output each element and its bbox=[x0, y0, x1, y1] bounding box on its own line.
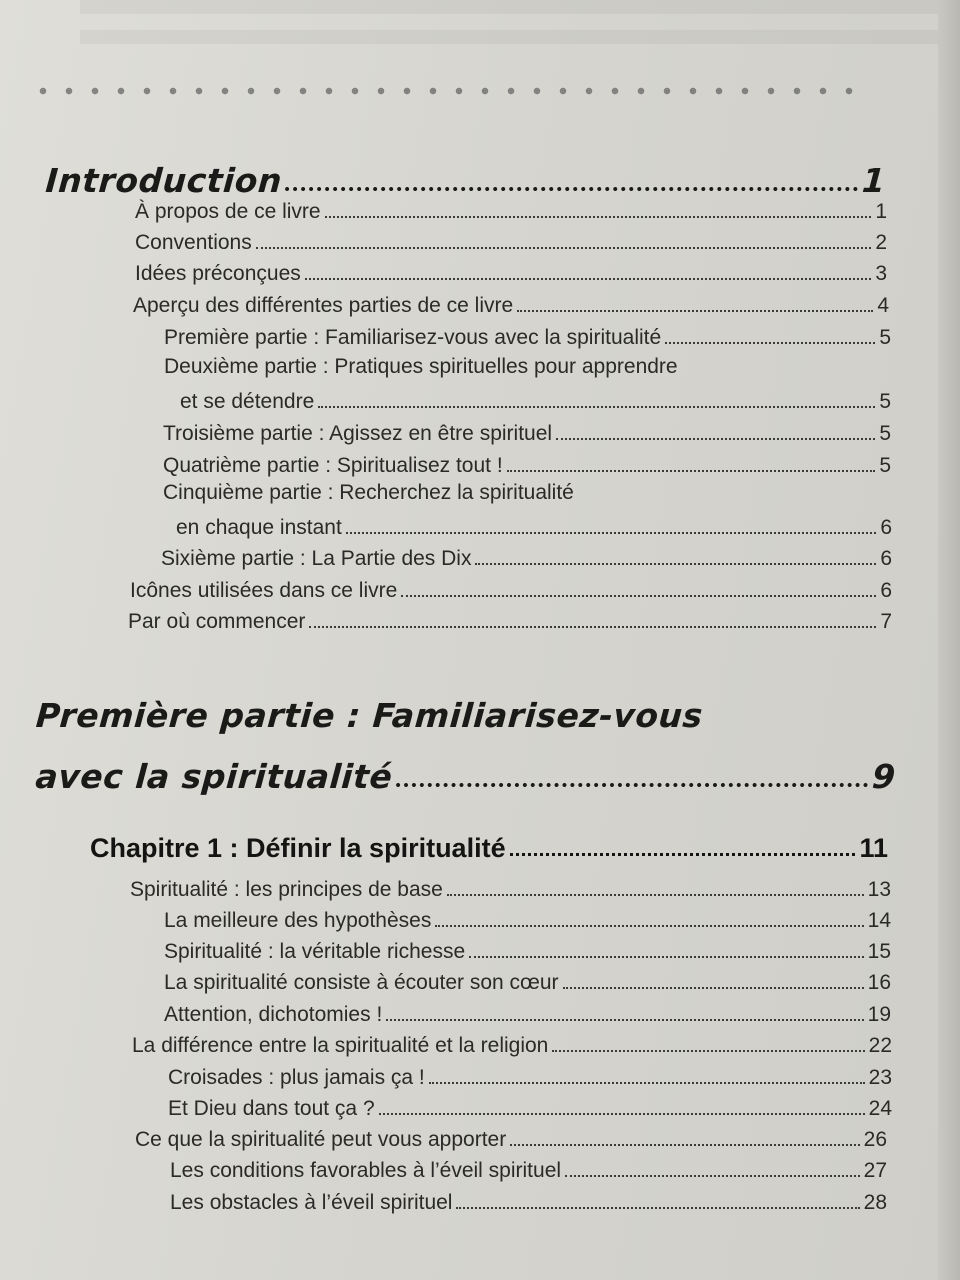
toc-entry-label: Spiritualité : la véritable richesse bbox=[164, 940, 466, 963]
dot-leader bbox=[305, 278, 872, 280]
toc-page-number: 5 bbox=[879, 454, 891, 477]
toc-part1-title-line1[interactable]: Première partie : Familiarisez-vous bbox=[34, 696, 705, 735]
toc-entry-label: Troisième partie : Agissez en être spirituel bbox=[163, 422, 553, 445]
toc-entry[interactable] bbox=[164, 905, 891, 933]
dot-leader bbox=[475, 563, 876, 565]
toc-entry-label: Première partie : Familiarisez-vous avec la spiritualité bbox=[164, 326, 662, 349]
dot-leader bbox=[665, 342, 875, 344]
toc-page-number: 26 bbox=[863, 1128, 887, 1151]
toc-page-number: 6 bbox=[880, 579, 892, 602]
dot-leader bbox=[469, 956, 864, 958]
dot-leader bbox=[401, 595, 876, 597]
toc-entry[interactable] bbox=[135, 227, 887, 255]
toc-entry[interactable] bbox=[135, 258, 887, 286]
toc-page-number: 7 bbox=[880, 610, 892, 633]
toc-page-number: 1 bbox=[860, 161, 888, 200]
toc-entry[interactable] bbox=[163, 450, 891, 478]
toc-entry-label: Sixième partie : La Partie des Dix bbox=[161, 547, 472, 570]
dot-leader bbox=[285, 187, 857, 191]
toc-entry-label: Les obstacles à l’éveil spirituel bbox=[170, 1191, 453, 1214]
toc-page-number: 22 bbox=[868, 1034, 892, 1057]
toc-part-title-line2: avec la spiritualité bbox=[34, 757, 394, 796]
toc-entry[interactable] bbox=[135, 196, 887, 224]
dot-leader bbox=[510, 853, 856, 856]
dot-leader bbox=[346, 532, 877, 534]
dot-leader bbox=[318, 406, 875, 408]
toc-entry[interactable] bbox=[176, 512, 892, 540]
dot-leader bbox=[517, 310, 873, 312]
toc-page-number: 14 bbox=[867, 909, 891, 932]
dot-leader bbox=[507, 470, 876, 472]
toc-entry-label[interactable]: Cinquième partie : Recherchez la spiritualité bbox=[163, 481, 574, 504]
dot-leader bbox=[447, 894, 864, 896]
toc-entry-label: Par où commencer bbox=[128, 610, 306, 633]
toc-entry-label: Croisades : plus jamais ça ! bbox=[168, 1066, 425, 1089]
toc-entry[interactable] bbox=[163, 418, 891, 446]
toc-entry-label: Ce que la spiritualité peut vous apporter bbox=[135, 1128, 507, 1151]
toc-page-number: 16 bbox=[867, 971, 891, 994]
dot-leader bbox=[386, 1019, 863, 1021]
toc-page-number: 6 bbox=[880, 547, 892, 570]
toc-entry[interactable] bbox=[130, 575, 892, 603]
toc-page-number: 19 bbox=[867, 1003, 891, 1026]
toc-entry-label: Spiritualité : les principes de base bbox=[130, 878, 443, 901]
toc-page-number: 13 bbox=[867, 878, 891, 901]
dot-leader bbox=[565, 1175, 860, 1177]
toc-page-number: 6 bbox=[880, 516, 892, 539]
toc-entry-label: Idées préconçues bbox=[135, 262, 301, 285]
toc-entry-label: Attention, dichotomies ! bbox=[164, 1003, 383, 1026]
toc-chapter-title: Chapitre 1 : Définir la spiritualité bbox=[90, 833, 506, 863]
toc-entry[interactable] bbox=[170, 1187, 887, 1215]
toc-page-number: 4 bbox=[877, 294, 889, 317]
dot-leader bbox=[456, 1207, 859, 1209]
toc-entry[interactable] bbox=[161, 543, 892, 571]
toc-page-number: 5 bbox=[879, 326, 891, 349]
toc-entry-label: Aperçu des différentes parties de ce livre bbox=[133, 294, 514, 317]
toc-entry-label: La différence entre la spiritualité et la religion bbox=[132, 1034, 549, 1057]
toc-page-number: 2 bbox=[875, 231, 887, 254]
toc-page-number: 5 bbox=[879, 422, 891, 445]
toc-introduction-heading[interactable] bbox=[44, 152, 887, 200]
toc-entry[interactable] bbox=[164, 322, 891, 350]
toc-entry[interactable] bbox=[168, 1093, 892, 1121]
toc-page-number: 28 bbox=[863, 1191, 887, 1214]
dot-leader bbox=[552, 1050, 864, 1052]
toc-part-title: Introduction bbox=[44, 161, 284, 200]
dot-leader bbox=[309, 626, 876, 628]
dot-leader bbox=[556, 438, 875, 440]
toc-entry[interactable] bbox=[164, 999, 891, 1027]
toc-entry[interactable] bbox=[170, 1155, 887, 1183]
toc-page-number: 1 bbox=[875, 200, 887, 223]
toc-entry[interactable] bbox=[168, 1062, 892, 1090]
toc-entry-label: Quatrième partie : Spiritualisez tout ! bbox=[163, 454, 503, 477]
dot-leader bbox=[256, 247, 872, 249]
toc-entry[interactable] bbox=[180, 386, 891, 414]
toc-entry-label: La meilleure des hypothèses bbox=[164, 909, 432, 932]
toc-entry-label[interactable]: Deuxième partie : Pratiques spirituelles pour apprendre bbox=[164, 355, 678, 378]
dot-leader bbox=[510, 1144, 859, 1146]
toc-entry-label: Les conditions favorables à l’éveil spirituel bbox=[170, 1159, 562, 1182]
dot-leader bbox=[325, 216, 872, 218]
toc-entry-label-continued: et se détendre bbox=[180, 390, 315, 413]
toc-entry[interactable] bbox=[133, 290, 889, 318]
toc-entry-label: Icônes utilisées dans ce livre bbox=[130, 579, 398, 602]
toc-entry-label: Et Dieu dans tout ça ? bbox=[168, 1097, 375, 1120]
toc-entry-label: Conventions bbox=[135, 231, 252, 254]
toc-part1-heading[interactable] bbox=[34, 748, 897, 796]
toc-entry-label-continued: en chaque instant bbox=[176, 516, 342, 539]
toc-page-number: 5 bbox=[879, 390, 891, 413]
dot-leader bbox=[429, 1082, 865, 1084]
toc-page-number: 27 bbox=[863, 1159, 887, 1182]
toc-entry[interactable] bbox=[164, 967, 891, 995]
toc-page-number: 9 bbox=[870, 757, 898, 796]
toc-page-number: 15 bbox=[867, 940, 891, 963]
toc-entry[interactable] bbox=[135, 1124, 887, 1152]
toc-entry[interactable] bbox=[130, 874, 891, 902]
toc-chapter1-heading[interactable] bbox=[90, 828, 888, 864]
toc-entry-label: À propos de ce livre bbox=[135, 200, 321, 223]
dot-leader bbox=[379, 1113, 865, 1115]
dot-leader bbox=[435, 925, 863, 927]
toc-page-number: 11 bbox=[859, 833, 888, 863]
dot-leader bbox=[563, 987, 864, 989]
toc-entry[interactable] bbox=[132, 1030, 892, 1058]
toc-page-number: 23 bbox=[868, 1066, 892, 1089]
toc-entry[interactable] bbox=[128, 606, 892, 634]
toc-page-number: 3 bbox=[875, 262, 887, 285]
toc-entry[interactable] bbox=[164, 936, 891, 964]
dot-leader bbox=[396, 783, 868, 787]
toc-entry-label: La spiritualité consiste à écouter son cœur bbox=[164, 971, 559, 994]
toc-page-number: 24 bbox=[868, 1097, 892, 1120]
